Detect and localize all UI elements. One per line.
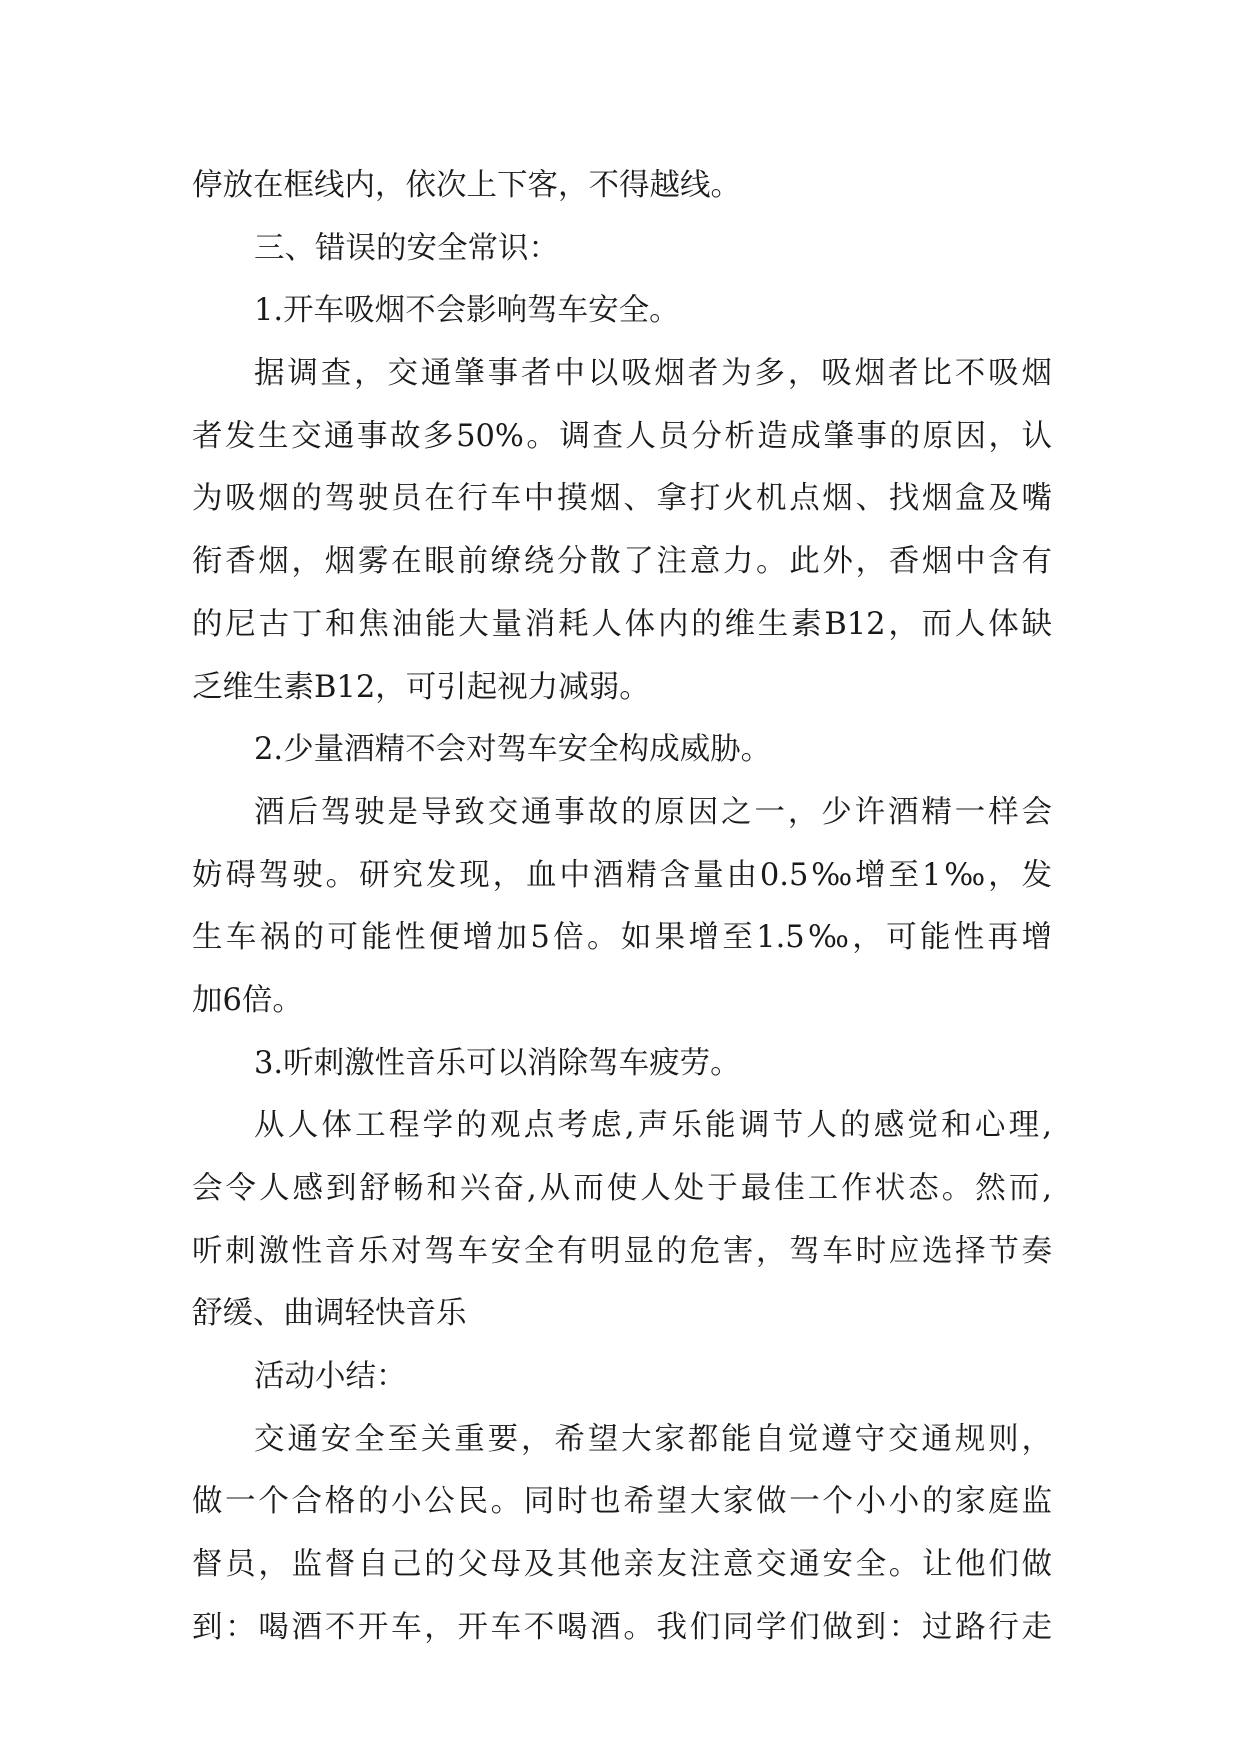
document-body xyxy=(192,155,1052,1660)
text-line: 督员，监督自己的父母及其他亲友注意交通安全。让他们做 xyxy=(192,1547,1052,1583)
text-line: 到：喝酒不开车，开车不喝酒。我们同学们做到：过路行走 xyxy=(192,1609,1052,1645)
text-line: 1.开车吸烟不会影响驾车安全。 xyxy=(254,293,680,329)
text-line: 加6倍。 xyxy=(192,982,303,1018)
text-line: 酒后驾驶是导致交通事故的原因之一，少许酒精一样会 xyxy=(254,794,1052,830)
text-line: 活动小结： xyxy=(254,1359,407,1395)
text-line: 为吸烟的驾驶员在行车中摸烟、拿打火机点烟、找烟盒及嘴 xyxy=(192,481,1052,517)
text-line: 妨碍驾驶。研究发现，血中酒精含量由0.5‰增至1‰，发 xyxy=(192,857,1052,893)
text-line: 交通安全至关重要，希望大家都能自觉遵守交通规则， xyxy=(254,1421,1052,1457)
text-line: 停放在框线内，依次上下客，不得越线。 xyxy=(192,168,741,203)
text-line: 乏维生素B12，可引起视力减弱。 xyxy=(192,669,650,705)
text-line: 衔香烟，烟雾在眼前缭绕分散了注意力。此外，香烟中含有 xyxy=(192,544,1052,580)
text-line: 从人体工程学的观点考虑,声乐能调节人的感觉和心理, xyxy=(254,1108,1052,1144)
text-line: 做一个合格的小公民。同时也希望大家做一个小小的家庭监 xyxy=(192,1484,1052,1520)
text-line: 三、错误的安全常识： xyxy=(254,230,559,266)
text-line: 听刺激性音乐对驾车安全有明显的危害，驾车时应选择节奏 xyxy=(192,1233,1052,1269)
text-line: 者发生交通事故多50%。调查人员分析造成肇事的原因，认 xyxy=(192,418,1052,454)
text-line: 会令人感到舒畅和兴奋,从而使人处于最佳工作状态。然而, xyxy=(192,1171,1052,1206)
text-line: 据调查，交通肇事者中以吸烟者为多，吸烟者比不吸烟 xyxy=(254,356,1052,392)
text-line: 生车祸的可能性便增加5倍。如果增至1.5‰，可能性再增 xyxy=(192,920,1052,956)
text-line: 的尼古丁和焦油能大量消耗人体内的维生素B12，而人体缺 xyxy=(192,606,1052,642)
text-line: 3.听刺激性音乐可以消除驾车疲劳。 xyxy=(254,1045,741,1081)
text-line: 2.少量酒精不会对驾车安全构成威胁。 xyxy=(254,732,772,768)
text-line: 舒缓、曲调轻快音乐 xyxy=(192,1296,467,1332)
